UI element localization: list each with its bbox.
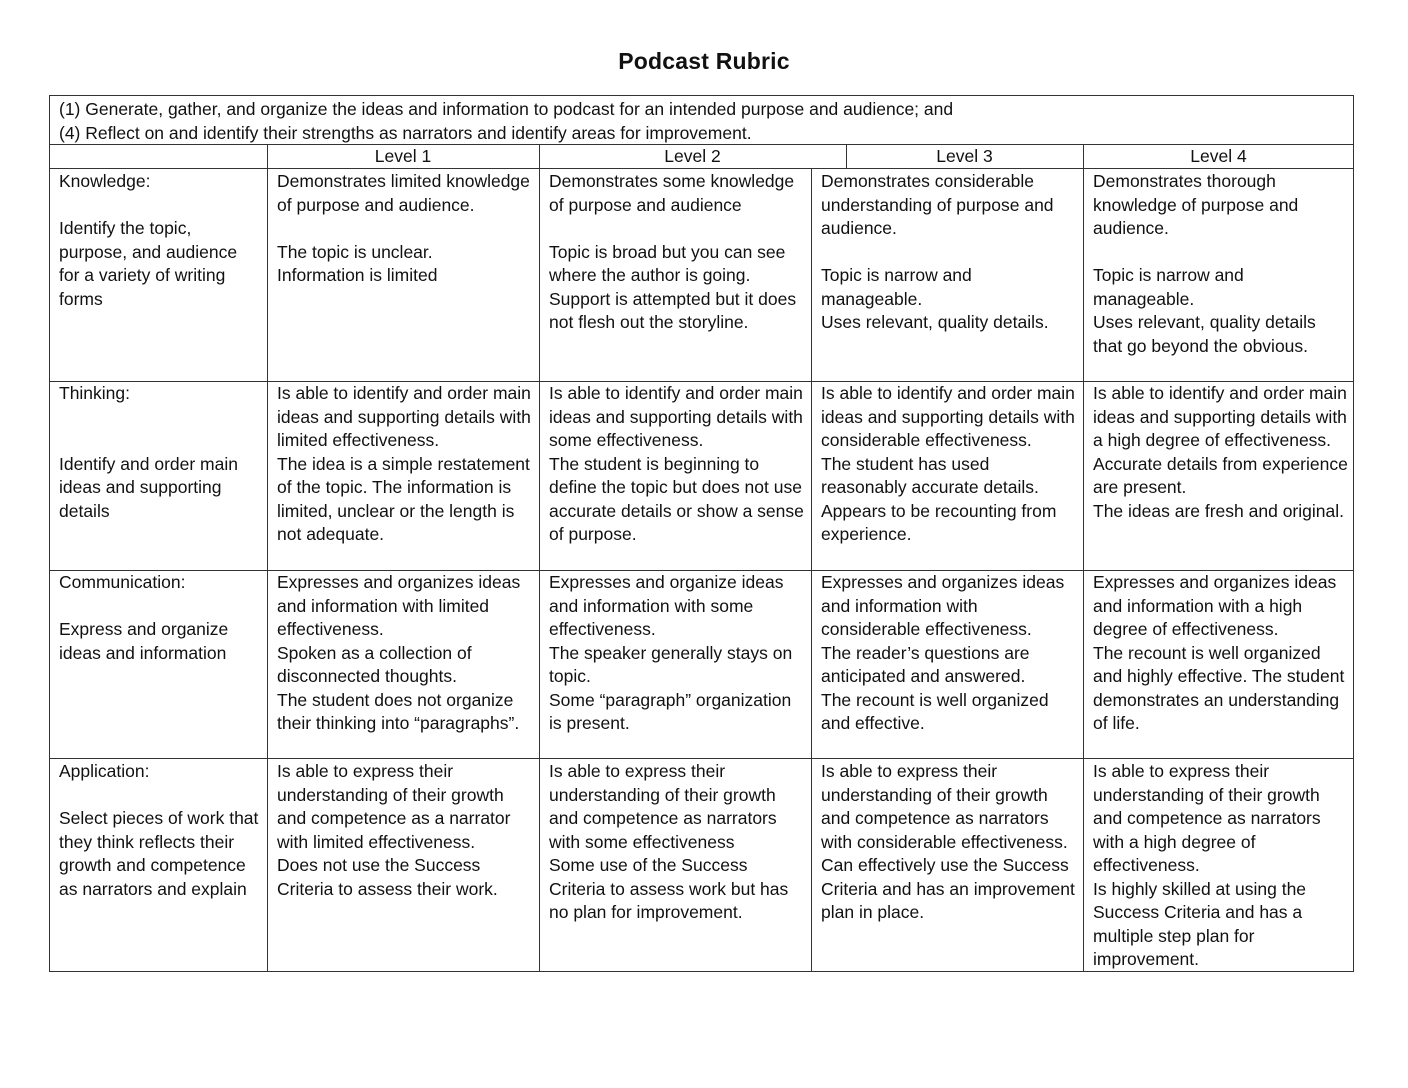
descriptor-text: Topic is narrow and manageable. Uses relevant, quality details that go beyond the obvious. — [1093, 265, 1316, 356]
criterion-category: Thinking: — [59, 383, 131, 403]
criterion-application — [49, 760, 267, 901]
application-level-1 — [267, 760, 539, 901]
knowledge-level-1 — [267, 170, 539, 288]
thinking-level-2 — [539, 382, 811, 547]
descriptor-text: Is able to identify and order main ideas and supporting details with a high degree of effectiveness. Accurate details from experience are present. The ideas are fresh and original. — [1093, 383, 1348, 521]
descriptor-text: Expresses and organizes ideas and information with limited effectiveness. Spoken as a collection of disconnected thoughts. The student does not organize their thinking into “paragraphs”. — [277, 572, 521, 733]
descriptor-text: Is able to identify and order main ideas and supporting details with considerable effectiveness. The student has used reasonably accurate details. Appears to be recounting from experience. — [821, 383, 1075, 544]
level-3-header: Level 3 — [936, 146, 993, 166]
application-level-4 — [1083, 760, 1354, 972]
rubric-intro — [49, 96, 1354, 144]
descriptor-text: Topic is narrow and manageable. Uses relevant, quality details. — [821, 265, 1049, 332]
criterion-communication — [49, 571, 267, 665]
communication-level-1 — [267, 571, 539, 736]
divider — [49, 758, 1354, 759]
knowledge-level-4 — [1083, 170, 1354, 358]
application-level-2 — [539, 760, 811, 925]
descriptor-text: Topic is broad but you can see where the author is going. Support is attempted but it does not flesh out the storyline. — [549, 241, 797, 332]
descriptor-text: Is able to express their understanding of their growth and competence as narrators with some effectiveness Some use of the Success Criteria to assess work but has no plan for improvement. — [549, 761, 789, 922]
criterion-thinking — [49, 382, 267, 523]
descriptor-text: Demonstrates some knowledge of purpose and audience — [549, 171, 795, 215]
descriptor-text: Is able to identify and order main ideas and supporting details with some effectiveness. The student is beginning to define the topic but does not use accurate details or show a sense of purpose. — [549, 383, 804, 544]
knowledge-level-3 — [811, 170, 1083, 335]
descriptor-text: Demonstrates considerable understanding of purpose and audience. — [821, 171, 1054, 238]
criterion-description: Express and organize ideas and information — [59, 619, 229, 663]
descriptor-text: Is able to express their understanding of their growth and competence as a narrator with limited effectiveness. Does not use the Success Criteria to assess their work. — [277, 761, 511, 899]
divider — [49, 168, 1354, 169]
criterion-description: Identify the topic, purpose, and audience for a variety of writing forms — [59, 218, 238, 309]
descriptor-text: Expresses and organize ideas and information with some effectiveness. The speaker generally stays on topic. Some “paragraph” organization is present. — [549, 572, 793, 733]
descriptor-text: Is able to identify and order main ideas and supporting details with limited effectiveness. The idea is a simple restatement of the topic. The information is limited, unclear or the length is not adequate. — [277, 383, 531, 544]
criterion-description: Select pieces of work that they think reflects their growth and competence as narrators and explain — [59, 808, 259, 899]
application-level-3 — [811, 760, 1083, 925]
level-1-header: Level 1 — [374, 146, 432, 166]
thinking-level-3 — [811, 382, 1083, 547]
descriptor-text: Demonstrates thorough knowledge of purpose and audience. — [1093, 171, 1299, 238]
level-2-header: Level 2 — [664, 146, 721, 166]
thinking-level-4 — [1083, 382, 1354, 523]
criterion-description: Identify and order main ideas and supporting details — [59, 453, 238, 521]
communication-level-2 — [539, 571, 811, 736]
page-title: Podcast Rubric — [618, 48, 790, 74]
criterion-category: Communication: — [59, 572, 186, 592]
level-4-header: Level 4 — [1190, 146, 1247, 166]
intro-line-2: (4) Reflect on and identify their strengths as narrators and identify areas for improvement. — [59, 123, 752, 143]
descriptor-text: Expresses and organizes ideas and information with a high degree of effectiveness. The recount is well organized and highly effective. The student demonstrates an understanding of life. — [1093, 572, 1345, 733]
descriptor-text: Demonstrates limited knowledge of purpose and audience. — [277, 171, 530, 215]
criterion-knowledge — [49, 170, 267, 311]
knowledge-level-2 — [539, 170, 811, 335]
descriptor-text: The topic is unclear. Information is limited — [277, 241, 438, 285]
criterion-category: Knowledge: — [59, 171, 151, 191]
thinking-level-1 — [267, 382, 539, 547]
intro-line-1: (1) Generate, gather, and organize the ideas and information to podcast for an intended purpose and audience; and — [59, 99, 954, 119]
communication-level-3 — [811, 571, 1083, 736]
communication-level-4 — [1083, 571, 1354, 736]
criterion-category: Application: — [59, 761, 150, 781]
descriptor-text: Expresses and organizes ideas and information with considerable effectiveness. The reader’s questions are anticipated and answered. The recount is well organized and effective. — [821, 572, 1065, 733]
descriptor-text: Is able to express their understanding of their growth and competence as narrators with considerable effectiveness. Can effectively use the Success Criteria and has an improvement plan in place. — [821, 761, 1075, 922]
descriptor-text: Is able to express their understanding of their growth and competence as narrators with a high degree of effectiveness. Is highly skilled at using the Success Criteria and has a multiple step plan for improvement. — [1093, 761, 1321, 969]
